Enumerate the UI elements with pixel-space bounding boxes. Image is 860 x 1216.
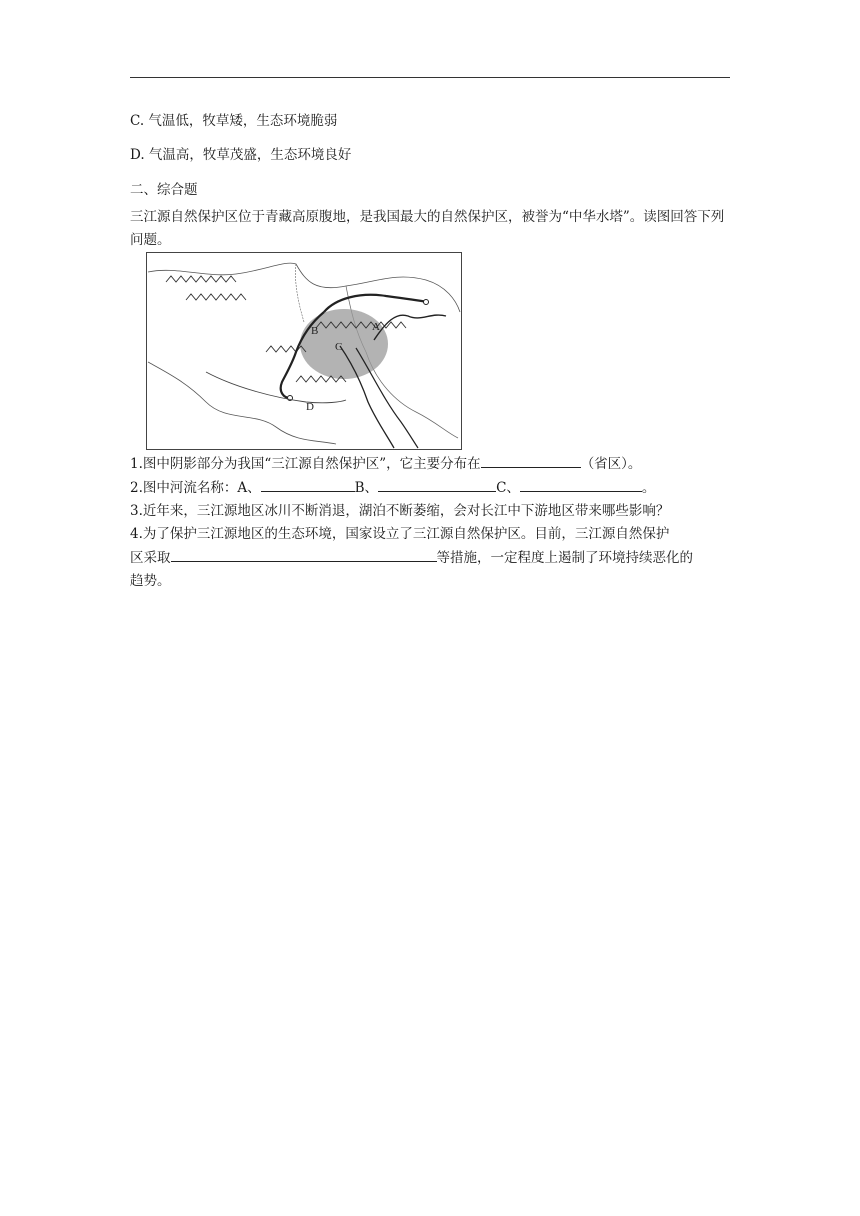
answer-blank-river-c[interactable]: [520, 477, 642, 492]
header-rule: [130, 77, 730, 78]
question-4-line-3: 趋势。: [130, 573, 171, 589]
answer-blank-measures[interactable]: [171, 547, 437, 562]
answer-blank-province[interactable]: [481, 453, 581, 468]
question-1: 1.图中阴影部分为我国“三江源自然保护区”，它主要分布在 （省区）。: [130, 453, 730, 475]
section-title: 二、综合题: [130, 182, 198, 198]
question-3: 3.近年来，三江源地区冰川不断消退，湖泊不断萎缩，会对长江中下游地区带来哪些影响？: [130, 503, 670, 519]
option-c: C. 气温低，牧草矮，生态环境脆弱: [130, 113, 338, 129]
question-4-line-2: 区采取 等措施，一定程度上遏制了环境持续恶化的: [130, 547, 730, 569]
answer-blank-river-b[interactable]: [378, 477, 496, 492]
sanjiangyuan-map: [146, 252, 462, 450]
map-label-a: A: [372, 321, 380, 333]
map-label-d: D: [306, 401, 314, 413]
question-4-line-1: 4.为了保护三江源地区的生态环境，国家设立了三江源自然保护区。目前，三江源自然保护: [130, 526, 670, 542]
intro-paragraph: 三江源自然保护区位于青藏高原腹地，是我国最大的自然保护区，被誉为“中华水塔”。读图回答下列问题。: [130, 209, 725, 248]
option-d: D. 气温高，牧草茂盛，生态环境良好: [130, 147, 352, 163]
map-label-c: C: [335, 341, 343, 353]
question-2: 2.图中河流名称：A、 B、 C、 。: [130, 477, 730, 499]
map-label-b: B: [311, 325, 319, 337]
answer-blank-river-a[interactable]: [261, 477, 355, 492]
